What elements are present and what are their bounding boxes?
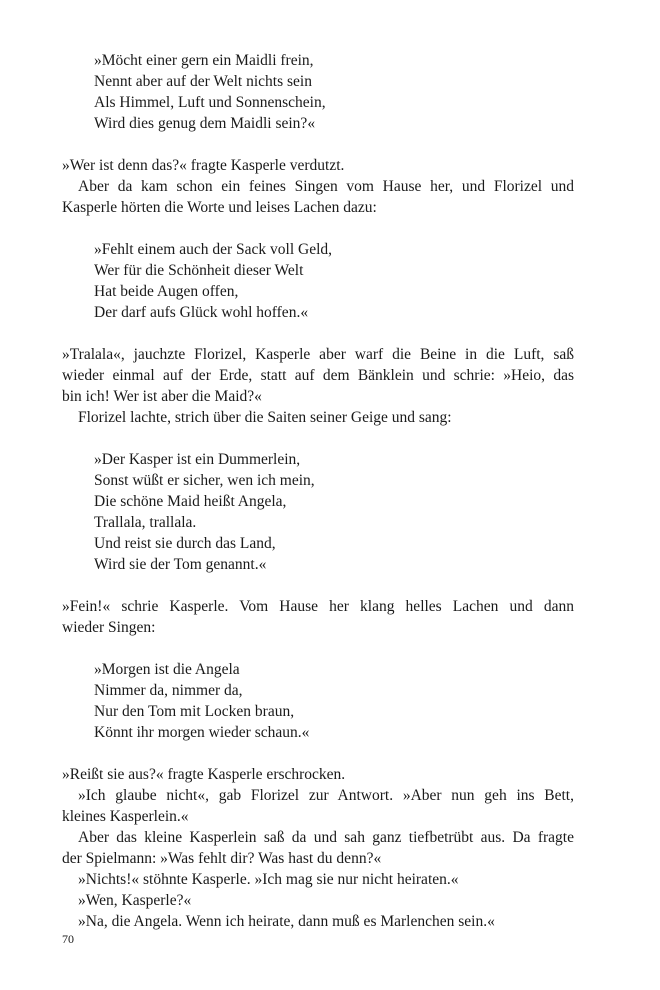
verse-line: Und reist sie durch das Land, (94, 535, 276, 552)
verse-line: »Morgen ist die Angela (94, 661, 240, 678)
prose-line: »Reißt sie aus?« fragte Kasperle erschrocken. (62, 766, 346, 783)
verse-line: Der darf aufs Glück wohl hoffen.« (94, 304, 309, 321)
verse-line: Trallala, trallala. (94, 514, 197, 531)
prose-block-3 (62, 596, 574, 638)
prose-line: »Na, die Angela. Wenn ich heirate, dann muß es Marlenchen sein.« (78, 913, 495, 930)
prose-block-1 (62, 155, 574, 218)
prose-line: kleines Kasperlein.« (62, 808, 189, 825)
prose-line: »Tralala«, jauchzte Florizel, Kasperle aber warf die Beine in die Luft, saß (62, 346, 574, 363)
prose-line: wieder Singen: (62, 619, 156, 636)
prose-line: bin ich! Wer ist aber die Maid?« (62, 388, 262, 405)
prose-line: wieder einmal auf der Erde, statt auf dem Bänklein und schrie: »Heio, das (62, 367, 574, 384)
prose-line: »Fein!« schrie Kasperle. Vom Hause her klang helles Lachen und dann (62, 598, 574, 615)
verse-line: Hat beide Augen offen, (94, 283, 239, 300)
prose-line: »Wen, Kasperle?« (78, 892, 192, 909)
verse-line: Sonst wüßt er sicher, wen ich mein, (94, 472, 315, 489)
verse-stanza-4 (62, 659, 574, 743)
prose-block-4 (62, 764, 574, 932)
page-content (62, 50, 574, 932)
verse-line: Die schöne Maid heißt Angela, (94, 493, 287, 510)
prose-line: Kasperle hörten die Worte und leises Lachen dazu: (62, 199, 377, 216)
verse-line: Wer für die Schönheit dieser Welt (94, 262, 304, 279)
prose-line: Aber da kam schon ein feines Singen vom Hause her, und Florizel und (78, 178, 574, 195)
prose-line: Florizel lachte, strich über die Saiten seiner Geige und sang: (78, 409, 452, 426)
verse-line: Wird sie der Tom genannt.« (94, 556, 267, 573)
verse-line: »Der Kasper ist ein Dummerlein, (94, 451, 301, 468)
verse-line: Nimmer da, nimmer da, (94, 682, 243, 699)
verse-line: Nur den Tom mit Locken braun, (94, 703, 295, 720)
verse-line: Könnt ihr morgen wieder schaun.« (94, 724, 310, 741)
verse-line: Wird dies genug dem Maidli sein?« (94, 115, 316, 132)
prose-line: »Ich glaube nicht«, gab Florizel zur Antwort. »Aber nun geh ins Bett, (78, 787, 574, 804)
verse-line: »Fehlt einem auch der Sack voll Geld, (94, 241, 333, 258)
verse-line: »Möcht einer gern ein Maidli frein, (94, 52, 314, 69)
page-number: 70 (62, 932, 74, 946)
prose-line: »Nichts!« stöhnte Kasperle. »Ich mag sie nur nicht heiraten.« (78, 871, 459, 888)
prose-line: der Spielmann: »Was fehlt dir? Was hast du denn?« (62, 850, 382, 867)
verse-stanza-2 (62, 239, 574, 323)
verse-stanza-1 (62, 50, 574, 134)
verse-line: Nennt aber auf der Welt nichts sein (94, 73, 312, 90)
verse-stanza-3 (62, 449, 574, 575)
prose-line: »Wer ist denn das?« fragte Kasperle verdutzt. (62, 157, 345, 174)
verse-line: Als Himmel, Luft und Sonnenschein, (94, 94, 326, 111)
prose-line: Aber das kleine Kasperlein saß da und sah ganz tiefbetrübt aus. Da fragte (78, 829, 574, 846)
prose-block-2 (62, 344, 574, 428)
